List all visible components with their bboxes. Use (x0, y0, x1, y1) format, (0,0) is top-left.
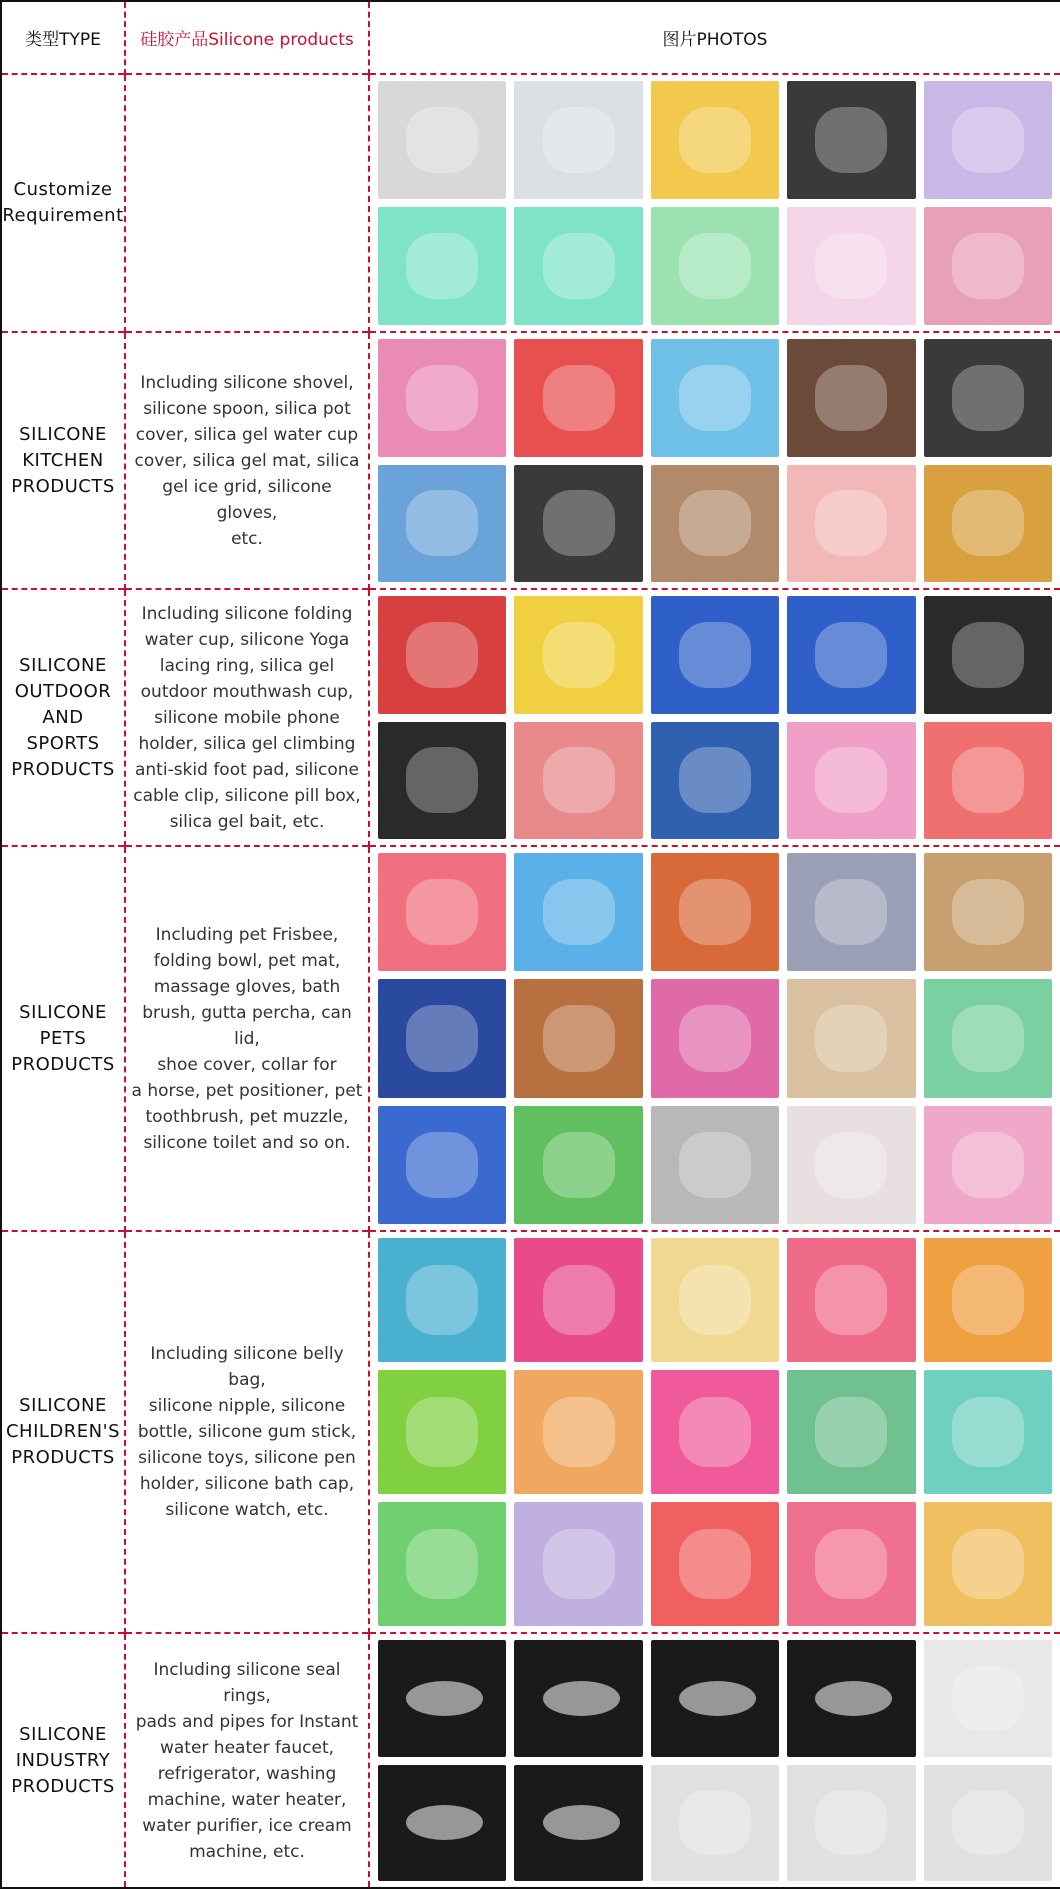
photos-cell (369, 74, 1060, 332)
header-photos-label: 图片PHOTOS (662, 30, 768, 50)
product-photo (924, 1106, 1052, 1224)
product-photo (651, 81, 779, 199)
product-photo (514, 1640, 642, 1757)
product-photo (378, 81, 506, 199)
type-label: SILICONE OUTDOOR AND SPORTS PRODUCTS (11, 654, 115, 780)
photos-cell (369, 332, 1060, 589)
product-photo (514, 207, 642, 325)
product-photo (924, 979, 1052, 1097)
photos-cell (369, 589, 1060, 846)
header-type-cell (1, 1, 125, 74)
product-photo (787, 1640, 915, 1757)
product-photo (651, 596, 779, 714)
product-photo (651, 1765, 779, 1882)
product-photo (787, 465, 915, 583)
product-photo (378, 1106, 506, 1224)
product-photo (651, 1370, 779, 1494)
header-row (1, 1, 1060, 74)
product-photo (924, 596, 1052, 714)
type-cell (1, 1633, 125, 1888)
product-photo (924, 722, 1052, 840)
product-photo (514, 465, 642, 583)
product-photo (378, 339, 506, 457)
photo-grid (370, 1232, 1060, 1632)
product-photo (514, 979, 642, 1097)
type-cell (1, 1231, 125, 1633)
photos-cell (369, 846, 1060, 1231)
product-photo (378, 853, 506, 971)
product-photo (651, 853, 779, 971)
product-photo (378, 465, 506, 583)
product-description: Including silicone seal rings, pads and pipes for Instant water heater faucet, refrigerator, washing machine, water heater, water purifier, ice cream machine, etc. (135, 1659, 359, 1862)
product-photo (378, 207, 506, 325)
type-label: SILICONE INDUSTRY PRODUCTS (11, 1723, 115, 1797)
product-photo (787, 853, 915, 971)
product-photo (514, 81, 642, 199)
product-photo (651, 1238, 779, 1362)
type-cell (1, 332, 125, 589)
product-photo (378, 1502, 506, 1626)
product-photo (787, 596, 915, 714)
product-row (1, 1633, 1060, 1888)
product-photo (924, 465, 1052, 583)
product-row (1, 74, 1060, 332)
product-photo (924, 207, 1052, 325)
type-cell (1, 74, 125, 332)
product-description: Including silicone belly bag, silicone nipple, silicone bottle, silicone gum stick, silicone toys, silicone pen holder, silicone bath cap, silicone watch, etc. (137, 1344, 357, 1520)
header-type-label: 类型TYPE (25, 30, 101, 50)
product-row (1, 589, 1060, 846)
product-description: Including silicone shovel, silicone spoon, silica pot cover, silica gel water cup cover, silica gel mat, silica gel ice grid, silicone gloves, etc. (134, 372, 360, 549)
description-cell (125, 589, 369, 846)
product-photo (787, 81, 915, 199)
product-photo (651, 207, 779, 325)
product-photo (787, 207, 915, 325)
photo-grid (370, 847, 1060, 1230)
product-photo (514, 1238, 642, 1362)
product-photo (651, 465, 779, 583)
product-photo (924, 1640, 1052, 1757)
product-photo (514, 596, 642, 714)
product-photo (514, 339, 642, 457)
product-photo (378, 722, 506, 840)
product-description: Including pet Frisbee, folding bowl, pet mat, massage gloves, bath brush, gutta percha, can lid, shoe cover, collar for a horse, pet positioner, pet toothbrush, pet muzzle, silicone toilet and so on. (131, 924, 363, 1153)
description-cell (125, 846, 369, 1231)
type-cell (1, 846, 125, 1231)
product-description: Including silicone folding water cup, silicone Yoga lacing ring, silica gel outdoor mouthwash cup, silicone mobile phone holder, silica gel climbing anti-skid foot pad, silicone cable clip, silicone pill box, silica gel bait, etc. (133, 603, 361, 832)
photos-cell (369, 1633, 1060, 1888)
product-photo (378, 596, 506, 714)
product-row (1, 332, 1060, 589)
product-photo (787, 1502, 915, 1626)
product-photo (787, 1370, 915, 1494)
product-photo (924, 81, 1052, 199)
photo-grid (370, 590, 1060, 845)
product-photo (924, 1502, 1052, 1626)
header-products-label: 硅胶产品Silicone products (140, 30, 354, 50)
product-photo (514, 722, 642, 840)
product-photo (651, 339, 779, 457)
header-photos-cell (369, 1, 1060, 74)
product-photo (787, 1238, 915, 1362)
product-photo (924, 339, 1052, 457)
type-label: SILICONE KITCHEN PRODUCTS (11, 423, 115, 497)
product-photo (378, 1238, 506, 1362)
product-photo (514, 1502, 642, 1626)
product-photo (514, 1370, 642, 1494)
product-photo (651, 1640, 779, 1757)
product-photo (514, 1765, 642, 1882)
header-products-cell (125, 1, 369, 74)
product-photo (378, 1370, 506, 1494)
type-label: Customize Requirement (2, 179, 124, 226)
product-photo (924, 1238, 1052, 1362)
product-photo (514, 853, 642, 971)
photo-grid (370, 75, 1060, 331)
product-photo (651, 1106, 779, 1224)
photo-grid (370, 333, 1060, 588)
product-photo (378, 979, 506, 1097)
description-cell (125, 1633, 369, 1888)
product-photo (787, 722, 915, 840)
product-row (1, 1231, 1060, 1633)
product-photo (787, 1106, 915, 1224)
product-photo (787, 979, 915, 1097)
product-photo (924, 1765, 1052, 1882)
product-photo (514, 1106, 642, 1224)
product-photo (787, 1765, 915, 1882)
product-photo (651, 979, 779, 1097)
type-label: SILICONE PETS PRODUCTS (11, 1001, 115, 1075)
product-photo (651, 722, 779, 840)
type-cell (1, 589, 125, 846)
type-label: SILICONE CHILDREN'S PRODUCTS (5, 1395, 121, 1468)
product-photo (787, 339, 915, 457)
product-photo (924, 853, 1052, 971)
photos-cell (369, 1231, 1060, 1633)
product-photo (651, 1502, 779, 1626)
description-cell (125, 332, 369, 589)
product-photo (378, 1640, 506, 1757)
product-row (1, 846, 1060, 1231)
description-cell (125, 1231, 369, 1633)
product-photo (924, 1370, 1052, 1494)
description-cell (125, 74, 369, 332)
product-photo (378, 1765, 506, 1882)
photo-grid (370, 1634, 1060, 1887)
